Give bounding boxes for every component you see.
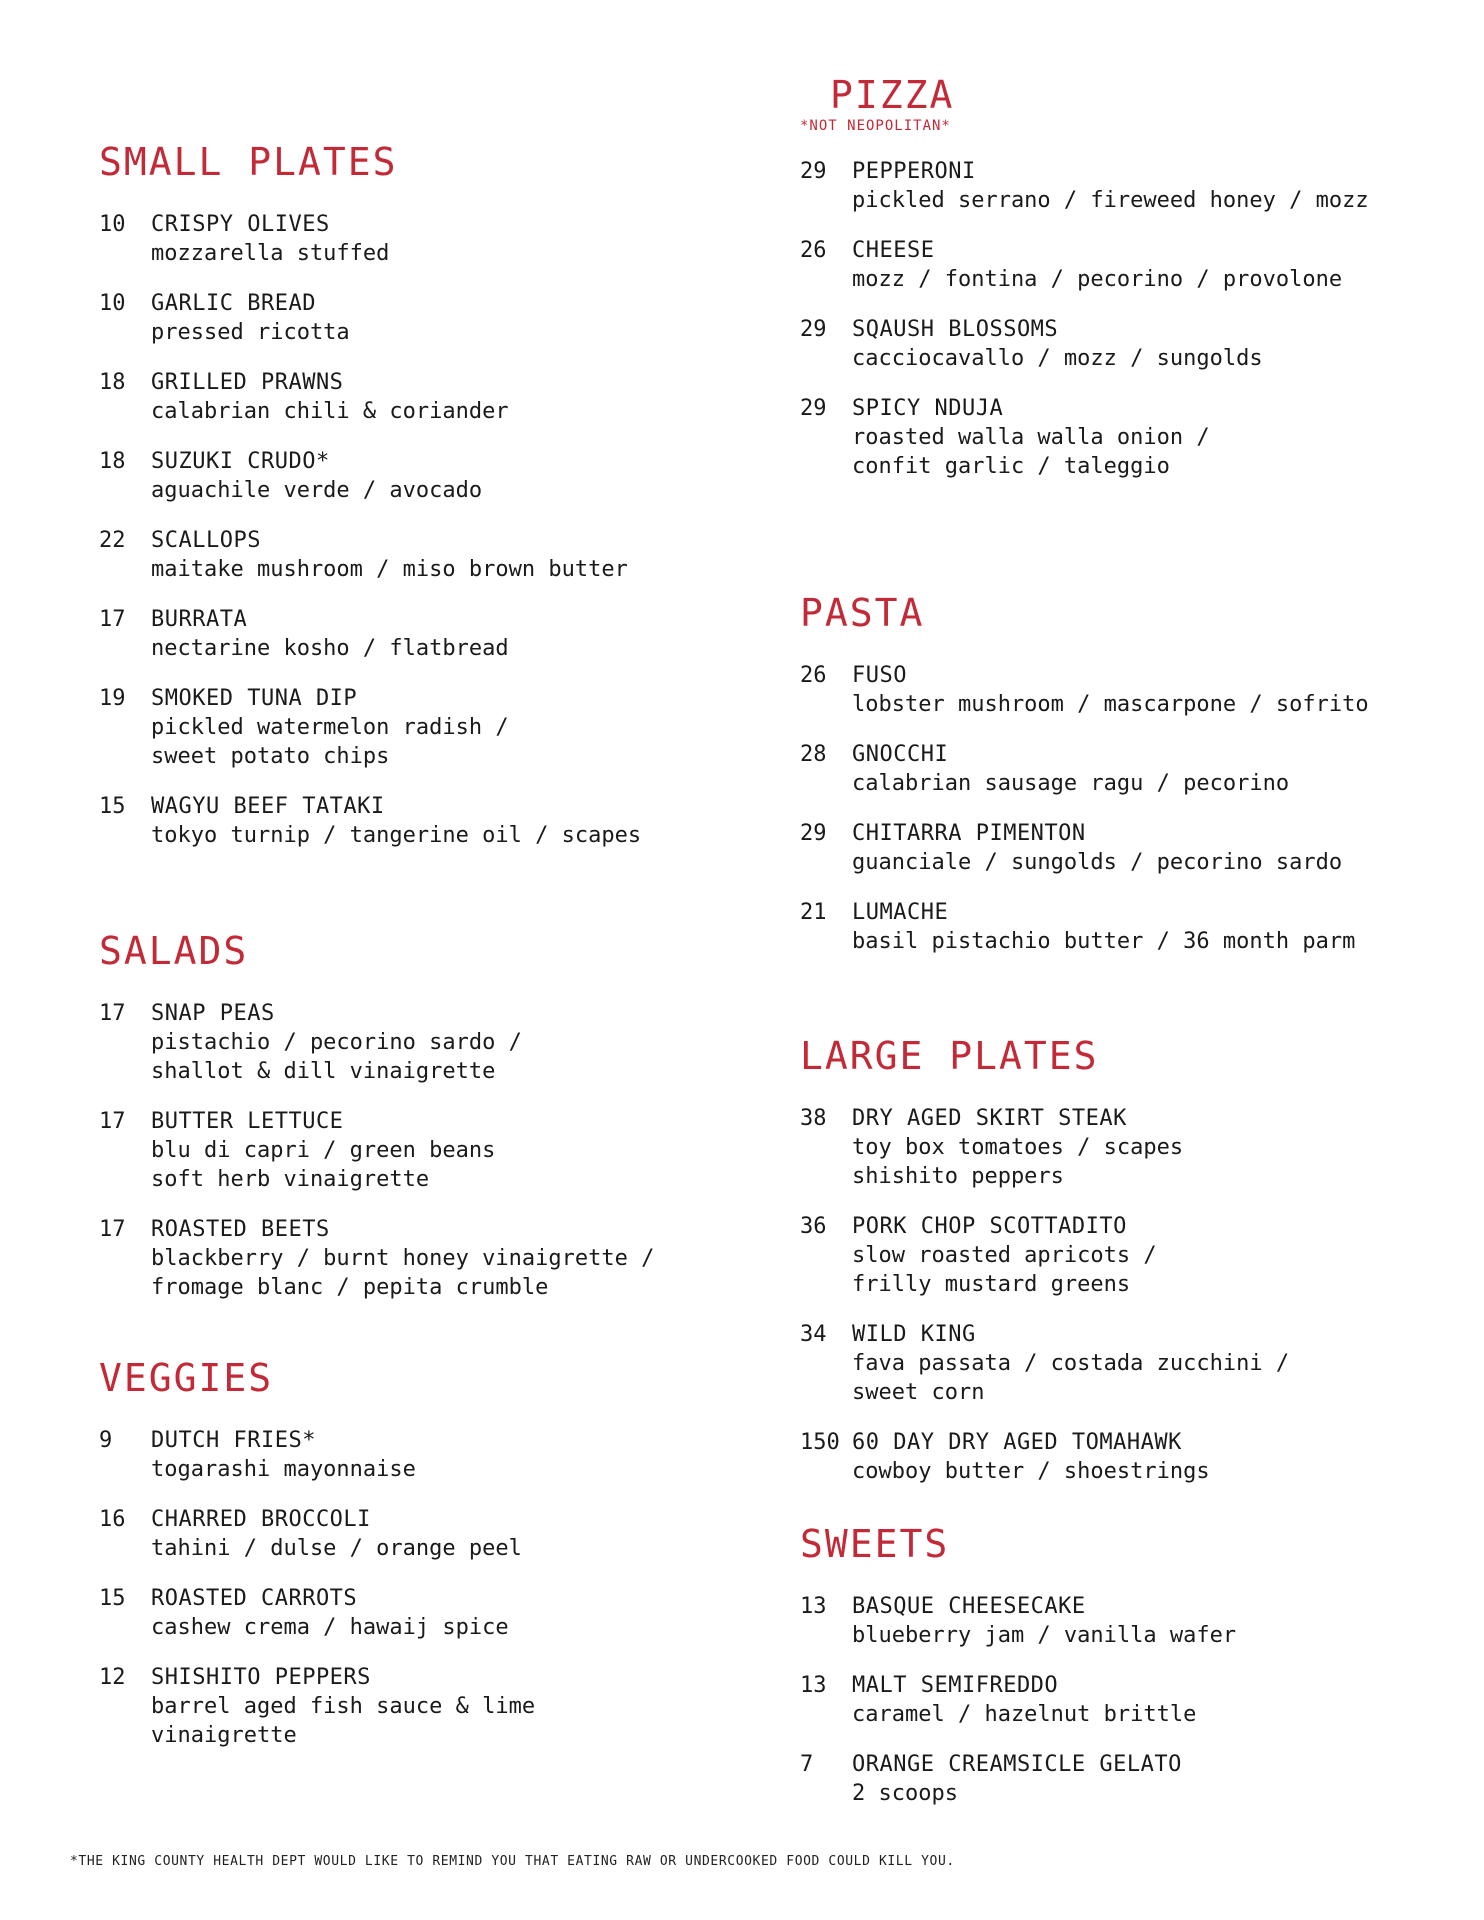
- menu-item: [99, 1584, 719, 1642]
- section-title: LARGE PLATES: [800, 1034, 1099, 1078]
- menu-item: [99, 1107, 719, 1194]
- item-price: 29: [800, 317, 827, 342]
- item-description: cacciocavallo / mozz / sungolds: [852, 346, 1263, 371]
- item-price: 21: [800, 900, 827, 925]
- item-description: nectarine kosho / flatbread: [151, 636, 509, 661]
- item-name: MALT SEMIFREDDO: [852, 1673, 1059, 1698]
- item-name: CHITARRA PIMENTON: [852, 821, 1086, 846]
- item-name: DUTCH FRIES*: [151, 1428, 316, 1453]
- item-list: [800, 661, 1460, 956]
- menu-item: [800, 661, 1460, 719]
- item-description: cowboy butter / shoestrings: [852, 1459, 1210, 1484]
- item-description: togarashi mayonnaise: [151, 1457, 416, 1482]
- menu-item: [99, 1426, 719, 1484]
- item-list: [99, 1426, 719, 1750]
- item-name: CHARRED BROCCOLI: [151, 1507, 371, 1532]
- menu-item: [99, 526, 719, 584]
- item-description: pressed ricotta: [151, 320, 350, 345]
- menu-item: [800, 157, 1460, 215]
- item-price: 12: [99, 1665, 126, 1690]
- item-price: 29: [800, 396, 827, 421]
- item-price: 16: [99, 1507, 126, 1532]
- item-name: SHISHITO PEPPERS: [151, 1665, 371, 1690]
- menu-item: [800, 819, 1460, 877]
- item-price: 19: [99, 686, 126, 711]
- item-description: 2 scoops: [852, 1781, 958, 1806]
- item-name: ROASTED BEETS: [151, 1217, 330, 1242]
- item-price: 15: [99, 794, 126, 819]
- menu-item: [99, 999, 719, 1086]
- section-salads: [99, 929, 719, 1323]
- menu-item: [800, 1671, 1460, 1729]
- item-name: PEPPERONI: [852, 159, 976, 184]
- item-price: 26: [800, 663, 827, 688]
- item-description: roasted walla walla onion / confit garlic / taleggio: [852, 425, 1210, 479]
- item-name: FUSO: [852, 663, 907, 688]
- item-description: calabrian sausage ragu / pecorino: [852, 771, 1290, 796]
- item-description: slow roasted apricots / frilly mustard greens: [852, 1243, 1157, 1297]
- section-pasta: [800, 591, 1460, 977]
- section-title: PASTA: [800, 591, 925, 635]
- item-list: [99, 999, 719, 1302]
- item-description: mozz / fontina / pecorino / provolone: [852, 267, 1343, 292]
- item-name: SNAP PEAS: [151, 1001, 275, 1026]
- item-description: lobster mushroom / mascarpone / sofrito: [852, 692, 1369, 717]
- item-price: 29: [800, 821, 827, 846]
- item-name: GARLIC BREAD: [151, 291, 316, 316]
- menu-item: [99, 1505, 719, 1563]
- section-title: PIZZA: [830, 73, 955, 117]
- section-title: SWEETS: [800, 1522, 950, 1566]
- item-price: 22: [99, 528, 126, 553]
- menu-item: [99, 368, 719, 426]
- item-name: PORK CHOP SCOTTADITO: [852, 1214, 1127, 1239]
- item-name: SPICY NDUJA: [852, 396, 1004, 421]
- menu-item: [99, 792, 719, 850]
- item-description: fava passata / costada zucchini / sweet corn: [852, 1351, 1290, 1405]
- item-price: 26: [800, 238, 827, 263]
- item-name: ROASTED CARROTS: [151, 1586, 358, 1611]
- item-description: blu di capri / green beans soft herb vinaigrette: [151, 1138, 496, 1192]
- item-description: pickled serrano / fireweed honey / mozz: [852, 188, 1369, 213]
- item-description: guanciale / sungolds / pecorino sardo: [852, 850, 1343, 875]
- menu-item: [800, 898, 1460, 956]
- item-price: 17: [99, 1217, 126, 1242]
- menu-item: [800, 1750, 1460, 1808]
- item-price: 17: [99, 1001, 126, 1026]
- item-price: 34: [800, 1322, 827, 1347]
- item-description: pickled watermelon radish / sweet potato chips: [151, 715, 509, 769]
- item-price: 17: [99, 1109, 126, 1134]
- menu-item: [99, 684, 719, 771]
- item-description: caramel / hazelnut brittle: [852, 1702, 1197, 1727]
- item-list: [99, 210, 719, 850]
- item-description: aguachile verde / avocado: [151, 478, 483, 503]
- item-description: mozzarella stuffed: [151, 241, 390, 266]
- menu-item: [800, 740, 1460, 798]
- section-title: VEGGIES: [99, 1356, 274, 1400]
- item-description: blueberry jam / vanilla wafer: [852, 1623, 1237, 1648]
- item-price: 36: [800, 1214, 827, 1239]
- menu-item: [800, 236, 1460, 294]
- section-sweets: [800, 1522, 1460, 1829]
- item-price: 28: [800, 742, 827, 767]
- item-price: 13: [800, 1594, 827, 1619]
- item-name: CHEESE: [852, 238, 935, 263]
- item-name: SUZUKI CRUDO*: [151, 449, 330, 474]
- item-description: tahini / dulse / orange peel: [151, 1536, 522, 1561]
- section-small-plates: [99, 140, 719, 871]
- section-veggies: [99, 1356, 719, 1771]
- item-list: [800, 1104, 1460, 1486]
- item-name: ORANGE CREAMSICLE GELATO: [852, 1752, 1182, 1777]
- item-description: blackberry / burnt honey vinaigrette / fromage blanc / pepita crumble: [151, 1246, 655, 1300]
- item-name: 60 DAY DRY AGED TOMAHAWK: [852, 1430, 1182, 1455]
- menu-item: [99, 447, 719, 505]
- item-name: BASQUE CHEESECAKE: [852, 1594, 1086, 1619]
- item-name: GRILLED PRAWNS: [151, 370, 344, 395]
- health-disclaimer: *THE KING COUNTY HEALTH DEPT WOULD LIKE TO REMIND YOU THAT EATING RAW OR UNDERCOOKED FOOD COULD KILL YOU.: [70, 1854, 955, 1869]
- menu-item: [800, 315, 1460, 373]
- item-price: 15: [99, 1586, 126, 1611]
- menu-item: [99, 1663, 719, 1750]
- item-name: LUMACHE: [852, 900, 949, 925]
- item-name: BUTTER LETTUCE: [151, 1109, 344, 1134]
- item-price: 38: [800, 1106, 827, 1131]
- menu-item: [99, 289, 719, 347]
- menu-item: [99, 605, 719, 663]
- item-name: SQAUSH BLOSSOMS: [852, 317, 1059, 342]
- section-large-plates: [800, 1034, 1460, 1507]
- item-name: WAGYU BEEF TATAKI: [151, 794, 385, 819]
- item-name: GNOCCHI: [852, 742, 949, 767]
- menu-item: [99, 1215, 719, 1302]
- item-price: 7: [800, 1752, 814, 1777]
- item-price: 18: [99, 449, 126, 474]
- menu-item: [800, 1212, 1460, 1299]
- item-price: 13: [800, 1673, 827, 1698]
- item-description: maitake mushroom / miso brown butter: [151, 557, 628, 582]
- item-description: pistachio / pecorino sardo / shallot & dill vinaigrette: [151, 1030, 522, 1084]
- item-name: CRISPY OLIVES: [151, 212, 330, 237]
- section-title: SALADS: [99, 929, 249, 973]
- menu-item: [800, 394, 1460, 481]
- section-title: SMALL PLATES: [99, 140, 398, 184]
- item-name: DRY AGED SKIRT STEAK: [852, 1106, 1127, 1131]
- item-list: [800, 1592, 1460, 1808]
- menu-item: [99, 210, 719, 268]
- item-price: 150: [800, 1430, 840, 1455]
- item-description: tokyo turnip / tangerine oil / scapes: [151, 823, 642, 848]
- item-description: basil pistachio butter / 36 month parm: [852, 929, 1356, 954]
- menu-item: [800, 1104, 1460, 1191]
- item-price: 17: [99, 607, 126, 632]
- item-name: SMOKED TUNA DIP: [151, 686, 358, 711]
- item-description: calabrian chili & coriander: [151, 399, 509, 424]
- menu-item: [800, 1592, 1460, 1650]
- item-price: 10: [99, 212, 126, 237]
- menu-item: [800, 1428, 1460, 1486]
- item-name: SCALLOPS: [151, 528, 261, 553]
- item-price: 29: [800, 159, 827, 184]
- item-description: cashew crema / hawaij spice: [151, 1615, 509, 1640]
- item-price: 10: [99, 291, 126, 316]
- section-subtitle: *NOT NEOPOLITAN*: [800, 118, 951, 134]
- section-pizza: [800, 73, 1460, 502]
- item-price: 9: [99, 1428, 113, 1453]
- item-name: BURRATA: [151, 607, 248, 632]
- item-list: [800, 157, 1460, 481]
- item-name: WILD KING: [852, 1322, 976, 1347]
- item-description: barrel aged fish sauce & lime vinaigrette: [151, 1694, 536, 1748]
- menu-item: [800, 1320, 1460, 1407]
- item-price: 18: [99, 370, 126, 395]
- item-description: toy box tomatoes / scapes shishito peppers: [852, 1135, 1184, 1189]
